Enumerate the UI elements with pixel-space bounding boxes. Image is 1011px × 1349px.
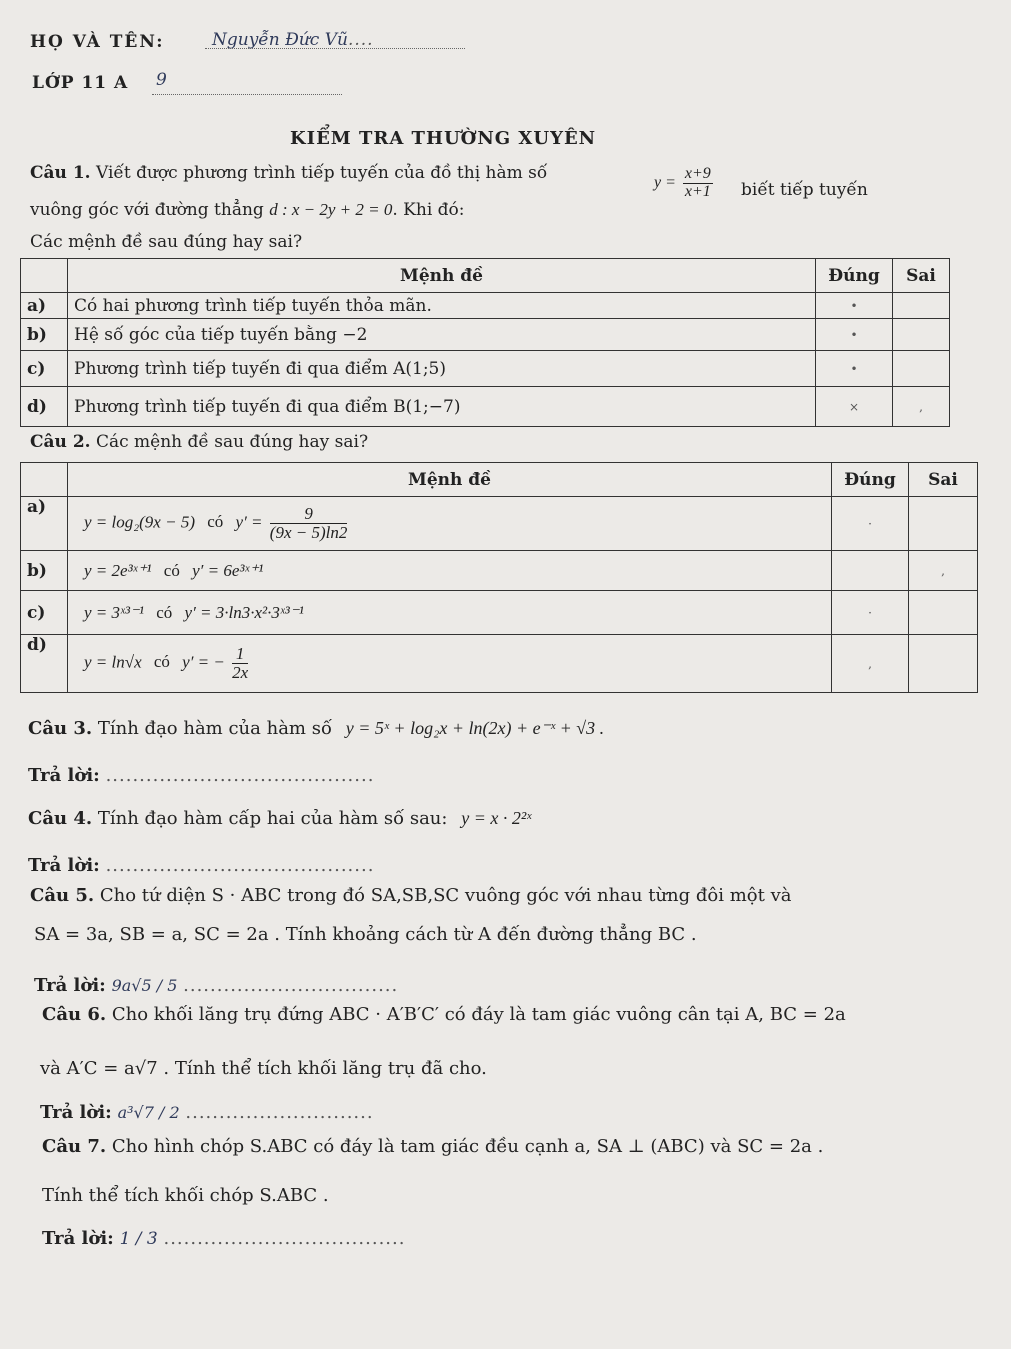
q2-row-b-lhs: y = 2e³ˣ⁺¹ — [84, 560, 152, 580]
q1-row-c-text: Phương trình tiếp tuyến đi qua điểm A(1;5) — [68, 351, 816, 387]
q1-row-a — [21, 293, 950, 319]
q1-table — [20, 258, 950, 427]
q2-row-d-num: 1 — [232, 645, 248, 664]
q2-row-b-content — [68, 551, 832, 591]
q1-func-fraction — [683, 166, 713, 201]
class-handwritten — [156, 70, 167, 90]
q2-row-a-den: (9x − 5)ln2 — [269, 523, 348, 542]
q2-label: Câu 2. — [30, 432, 91, 452]
q2-header-false-text: Sai — [928, 469, 958, 490]
q1-prompt — [30, 232, 302, 252]
q2-row-b-true[interactable] — [832, 551, 909, 591]
q5-text-a: Cho tứ diện S · ABC trong đó SA,SB,SC vuông góc với nhau từng đôi một và — [99, 885, 792, 906]
q1-row-b — [21, 319, 950, 351]
q4-label: Câu 4. — [28, 808, 93, 829]
q5-line1 — [30, 885, 791, 906]
q2-row-a-lhs: y = log₂(9x − 5) — [84, 512, 195, 532]
q1-row-a-letter: a) — [21, 293, 68, 319]
q2-header-true-text: Đúng — [844, 469, 896, 490]
q5-answer-handwritten: 9a√5 / 5 — [111, 976, 178, 995]
q1-text-b-span: biết tiếp tuyến — [741, 180, 868, 200]
class-label — [32, 73, 128, 93]
q6-text-a: Cho khối lăng trụ đứng ABC · A′B′C′ có đáy là tam giác vuông cân tại A, BC = 2a — [111, 1004, 846, 1025]
q1-row-d — [21, 387, 950, 427]
q2-row-d-fraction — [232, 645, 248, 682]
student-name-text: Nguyễn Đức Vũ — [212, 30, 348, 50]
class-underline — [152, 94, 342, 95]
q1-header-false — [893, 259, 950, 293]
q2-row-b-rhs: y′ = 6e³ˣ⁺¹ — [192, 560, 264, 580]
q1-row-d-false[interactable]: , — [893, 387, 950, 427]
q4-line — [28, 808, 531, 829]
name-label — [30, 32, 165, 52]
q7-text-b: Tính thể tích khối chóp S.ABC . — [42, 1185, 329, 1206]
q1-row-a-text: Có hai phương trình tiếp tuyến thỏa mãn. — [68, 293, 816, 319]
q1-row-c — [21, 351, 950, 387]
q2-header-false — [909, 463, 978, 497]
class-handwritten-text: 9 — [156, 70, 167, 90]
q1-line1 — [30, 163, 547, 183]
q4-answer-dots[interactable]: ........................................ — [105, 855, 375, 876]
q2-table-header — [21, 463, 978, 497]
q2-row-b — [21, 551, 978, 591]
q4-answer-label: Trả lời: — [28, 855, 100, 876]
q2-row-a-rhs-prefix: y′ = — [235, 512, 263, 532]
page-title-text: KIỂM TRA THƯỜNG XUYÊN — [290, 128, 597, 149]
q4-text: Tính đạo hàm cấp hai của hàm số sau: — [97, 808, 448, 829]
q7-answer: Trả lời: 1 / 3 .................................... — [42, 1228, 406, 1249]
q3-line — [28, 718, 604, 739]
q2-row-d — [21, 635, 978, 693]
q2-row-d-den: 2x — [232, 663, 249, 682]
q3-text: Tính đạo hàm của hàm số — [97, 718, 332, 739]
q2-header-statement-text: Mệnh đề — [408, 469, 491, 490]
q1-header-true — [816, 259, 893, 293]
q6-text-b: và A′C = a√7 . Tính thể tích khối lăng trụ đã cho. — [40, 1058, 487, 1079]
q4-answer — [28, 855, 374, 876]
q3-label: Câu 3. — [28, 718, 93, 739]
q6-line1 — [42, 1004, 846, 1025]
q2-row-d-co: có — [153, 652, 170, 672]
q1-line-equation: d : x − 2y + 2 = 0 — [269, 200, 393, 219]
q1-header-true-text: Đúng — [828, 265, 880, 286]
q2-row-d-content — [68, 635, 832, 693]
q2-header-true — [832, 463, 909, 497]
q1-row-d-true[interactable]: × — [816, 387, 893, 427]
q2-row-c-lhs: y = 3ˣ³⁻¹ — [84, 602, 144, 622]
q1-label: Câu 1. — [30, 163, 91, 183]
q1-function — [654, 166, 716, 201]
q1-header-statement-text: Mệnh đề — [400, 265, 483, 286]
q2-row-b-co: có — [163, 560, 180, 580]
name-underline — [205, 48, 465, 49]
q2-row-c-co: có — [156, 602, 173, 622]
class-label-text: LỚP 11 A — [32, 73, 129, 93]
q3-function: y = 5ˣ + log₂x + ln(2x) + e⁻ˣ + √3 . — [345, 718, 605, 738]
q5-line2 — [34, 924, 697, 945]
q7-text-a: Cho hình chóp S.ABC có đáy là tam giác đều cạnh a, SA ⊥ (ABC) và SC = 2a . — [111, 1136, 824, 1157]
q1-func-lhs: y = — [654, 173, 676, 191]
q2-row-d-false[interactable] — [909, 635, 978, 693]
q2-row-a-co: có — [207, 512, 224, 532]
q1-row-b-letter: b) — [21, 319, 68, 351]
q7-line1 — [42, 1136, 823, 1157]
q2-row-c-content — [68, 591, 832, 635]
q2-row-d-rhs-prefix: y′ = − — [182, 652, 225, 672]
q2-row-d-lhs: y = ln√x — [84, 652, 142, 672]
q2-row-b-false[interactable]: , — [909, 551, 978, 591]
q1-row-b-false[interactable] — [893, 319, 950, 351]
q1-text-a: Viết được phương trình tiếp tuyến của đồ thị hàm số — [95, 163, 548, 183]
q2-row-c — [21, 591, 978, 635]
name-label-text: HỌ VÀ TÊN: — [30, 32, 165, 52]
q2-row-a-letter: a) — [21, 497, 68, 551]
q1-row-a-true[interactable]: • — [816, 293, 893, 319]
q2-row-c-letter: c) — [21, 591, 68, 635]
q1-header-statement — [68, 259, 816, 293]
q1-row-b-text: Hệ số góc của tiếp tuyến bằng −2 — [68, 319, 816, 351]
q1-text-d: . Khi đó: — [392, 200, 465, 220]
q1-line2 — [30, 200, 465, 220]
q2-header-statement — [68, 463, 832, 497]
q2-row-a-num: 9 — [270, 505, 348, 524]
q1-row-a-false[interactable] — [893, 293, 950, 319]
q2-row-c-rhs: y′ = 3·ln3·x²·3ˣ³⁻¹ — [184, 602, 304, 622]
q6-label: Câu 6. — [42, 1004, 107, 1025]
q6-line2 — [40, 1058, 487, 1079]
q2-row-d-true[interactable]: , — [832, 635, 909, 693]
q1-header-false-text: Sai — [906, 265, 936, 286]
q1-func-num: x+9 — [684, 165, 711, 182]
q2-row-c-false[interactable] — [909, 591, 978, 635]
q1-text-b — [741, 180, 868, 200]
q2-row-c-true[interactable]: · — [832, 591, 909, 635]
q4-function: y = x · 2²ˣ — [461, 808, 532, 828]
q1-row-d-text: Phương trình tiếp tuyến đi qua điểm B(1;−7) — [68, 387, 816, 427]
q2-row-a-true[interactable]: · — [832, 497, 909, 551]
q2-heading — [30, 432, 368, 452]
q6-answer-label: Trả lời: — [40, 1102, 112, 1123]
q7-line2 — [42, 1185, 329, 1206]
q2-row-a-false[interactable] — [909, 497, 978, 551]
q2-table — [20, 462, 978, 693]
q2-row-a — [21, 497, 978, 551]
q6-answer-handwritten: a³√7 / 2 — [117, 1103, 180, 1122]
q1-table-header — [21, 259, 950, 293]
q5-answer: Trả lời: 9a√5 / 5 ................................ — [34, 975, 399, 996]
q2-row-a-fraction — [270, 505, 348, 542]
q2-prompt: Các mệnh đề sau đúng hay sai? — [95, 432, 369, 452]
q1-row-c-true[interactable]: • — [816, 351, 893, 387]
q7-answer-label: Trả lời: — [42, 1228, 114, 1249]
q5-answer-label: Trả lời: — [34, 975, 106, 996]
q7-answer-handwritten: 1 / 3 — [119, 1229, 158, 1249]
q1-prompt-text: Các mệnh đề sau đúng hay sai? — [30, 232, 303, 252]
page-title — [290, 128, 596, 149]
student-name-handwritten: Nguyễn Đức Vũ.... — [212, 30, 374, 50]
q1-func-den: x+1 — [684, 182, 711, 200]
q1-row-c-false[interactable] — [893, 351, 950, 387]
q2-row-d-letter: d) — [21, 635, 68, 693]
q1-row-d-letter: d) — [21, 387, 68, 427]
q7-label: Câu 7. — [42, 1136, 107, 1157]
q1-header-blank — [21, 259, 68, 293]
q5-label: Câu 5. — [30, 885, 95, 906]
q2-row-a-content — [68, 497, 832, 551]
q3-answer-label: Trả lời: — [28, 765, 100, 786]
q1-text-c: vuông góc với đường thẳng — [30, 200, 264, 220]
q2-row-b-letter: b) — [21, 551, 68, 591]
q3-answer — [28, 765, 374, 786]
q1-row-b-true[interactable]: • — [816, 319, 893, 351]
q5-text-b: SA = 3a, SB = a, SC = 2a . Tính khoảng cách từ A đến đường thẳng BC . — [34, 924, 697, 945]
q1-row-c-letter: c) — [21, 351, 68, 387]
q6-answer: Trả lời: a³√7 / 2 ............................ — [40, 1102, 374, 1123]
q3-answer-dots[interactable]: ........................................ — [105, 765, 375, 786]
q2-header-blank — [21, 463, 68, 497]
